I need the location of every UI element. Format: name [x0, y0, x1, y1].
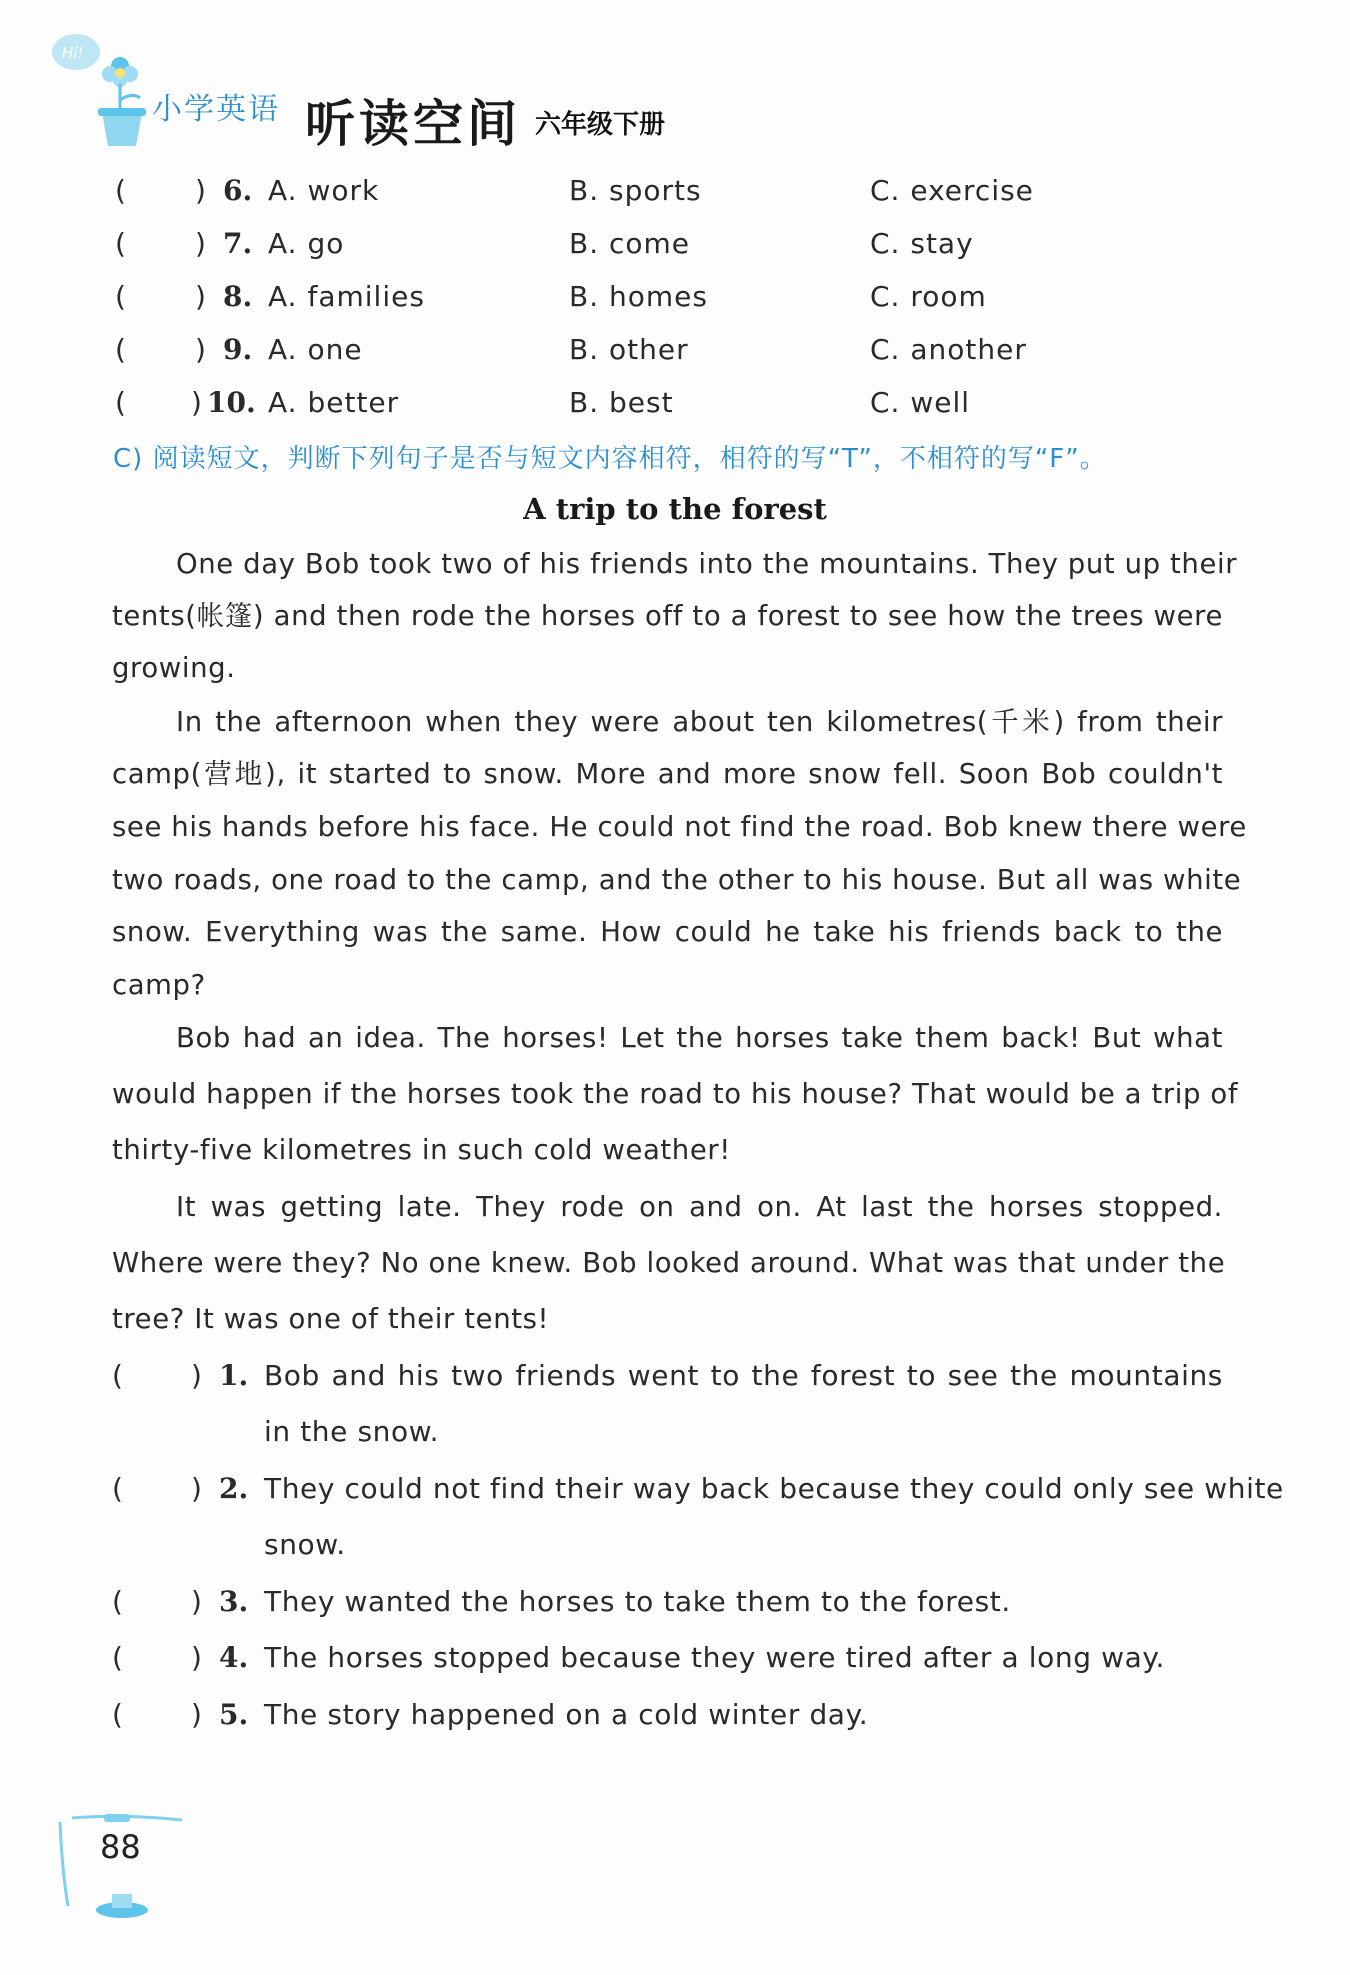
option-c: C. stay	[870, 227, 974, 260]
option-c: C. well	[870, 386, 971, 419]
answer-blank-open: (	[115, 227, 126, 260]
option-b: B. homes	[569, 280, 708, 313]
answer-blank-close: )	[191, 386, 202, 419]
passage-line: camp?	[112, 969, 206, 1001]
passage-line: Where were they? No one knew. Bob looked around. What was that under the	[112, 1247, 1226, 1279]
option-row	[0, 174, 1350, 214]
option-a: A. go	[268, 227, 345, 260]
grade-subtitle: 六年级下册	[535, 110, 666, 140]
option-b: B. other	[569, 333, 689, 366]
answer-blank-open: (	[115, 280, 126, 313]
option-row	[0, 227, 1350, 267]
answer-blank-open: (	[115, 174, 126, 207]
passage-line: One day Bob took two of his friends into the mountains. They put up their	[176, 548, 1238, 580]
option-a: A. work	[268, 174, 380, 207]
option-c: C. room	[870, 280, 987, 313]
question-text-continued: snow.	[264, 1528, 346, 1561]
answer-blank-open: (	[112, 1472, 123, 1505]
option-b: B. come	[569, 227, 691, 260]
passage-line: see his hands before his face. He could not find the road. Bob knew there were	[112, 811, 1247, 843]
answer-blank-close: )	[191, 1585, 202, 1618]
option-row	[0, 333, 1350, 373]
answer-blank-close: )	[195, 333, 206, 366]
question-number: 7.	[223, 227, 253, 260]
option-row	[0, 280, 1350, 320]
answer-blank-open: (	[115, 386, 126, 419]
question-number: 2.	[219, 1472, 249, 1505]
question-number: 3.	[219, 1585, 249, 1618]
answer-blank-open: (	[115, 333, 126, 366]
passage-line: It was getting late. They rode on and on. At last the horses stopped.	[176, 1191, 1223, 1223]
answer-blank-open: (	[112, 1585, 123, 1618]
question-text-continued: in the snow.	[264, 1415, 440, 1448]
passage-line: tree? It was one of their tents!	[112, 1303, 550, 1335]
passage-line: camp(营地), it started to snow. More and more snow fell. Soon Bob couldn't	[112, 758, 1223, 790]
option-a: A. families	[268, 280, 425, 313]
passage-line: would happen if the horses took the road to his house? That would be a trip of	[112, 1078, 1239, 1110]
answer-blank-open: (	[112, 1641, 123, 1674]
passage-line: tents(帐篷) and then rode the horses off to a forest to see how the trees were	[112, 600, 1223, 632]
answer-blank-open: (	[112, 1359, 123, 1392]
question-number: 9.	[223, 333, 253, 366]
passage-line: thirty-five kilometres in such cold weather!	[112, 1134, 731, 1166]
question-number: 6.	[223, 174, 253, 207]
question-number: 4.	[219, 1641, 249, 1674]
answer-blank-close: )	[191, 1359, 202, 1392]
answer-blank-close: )	[191, 1641, 202, 1674]
passage-title: A trip to the forest	[523, 492, 827, 526]
question-text: Bob and his two friends went to the forest to see the mountains	[264, 1359, 1223, 1392]
answer-blank-close: )	[191, 1472, 202, 1505]
passage-line: snow. Everything was the same. How could he take his friends back to the	[112, 916, 1223, 948]
series-prefix: 小学英语	[152, 92, 280, 127]
question-number: 8.	[223, 280, 253, 313]
option-c: C. another	[870, 333, 1027, 366]
option-b: B. best	[569, 386, 674, 419]
page-number: 88	[100, 1828, 141, 1866]
question-text: The story happened on a cold winter day.	[264, 1698, 869, 1731]
option-c: C. exercise	[870, 174, 1034, 207]
answer-blank-open: (	[112, 1698, 123, 1731]
option-b: B. sports	[569, 174, 702, 207]
answer-blank-close: )	[195, 280, 206, 313]
option-row	[0, 386, 1350, 426]
question-number: 10.	[207, 386, 256, 419]
answer-blank-close: )	[191, 1698, 202, 1731]
passage-line: growing.	[112, 652, 236, 684]
question-text: The horses stopped because they were tired after a long way.	[264, 1641, 1166, 1674]
question-number: 5.	[219, 1698, 249, 1731]
option-a: A. one	[268, 333, 363, 366]
passage-line: In the afternoon when they were about ten kilometres(千米) from their	[176, 706, 1223, 738]
answer-blank-close: )	[195, 227, 206, 260]
passage-line: two roads, one road to the camp, and the other to his house. But all was white	[112, 864, 1242, 896]
question-text: They wanted the horses to take them to the forest.	[264, 1585, 1011, 1618]
question-text: They could not find their way back because they could only see white	[264, 1472, 1284, 1505]
answer-blank-close: )	[195, 174, 206, 207]
section-c-instruction: C) 阅读短文，判断下列句子是否与短文内容相符，相符的写“T”，不相符的写“F”。	[113, 444, 1107, 474]
svg-text:Hi!: Hi!	[62, 44, 84, 62]
option-a: A. better	[268, 386, 400, 419]
passage-line: Bob had an idea. The horses! Let the horses take them back! But what	[176, 1022, 1223, 1054]
question-number: 1.	[219, 1359, 249, 1392]
book-title: 听读空间	[305, 94, 521, 153]
